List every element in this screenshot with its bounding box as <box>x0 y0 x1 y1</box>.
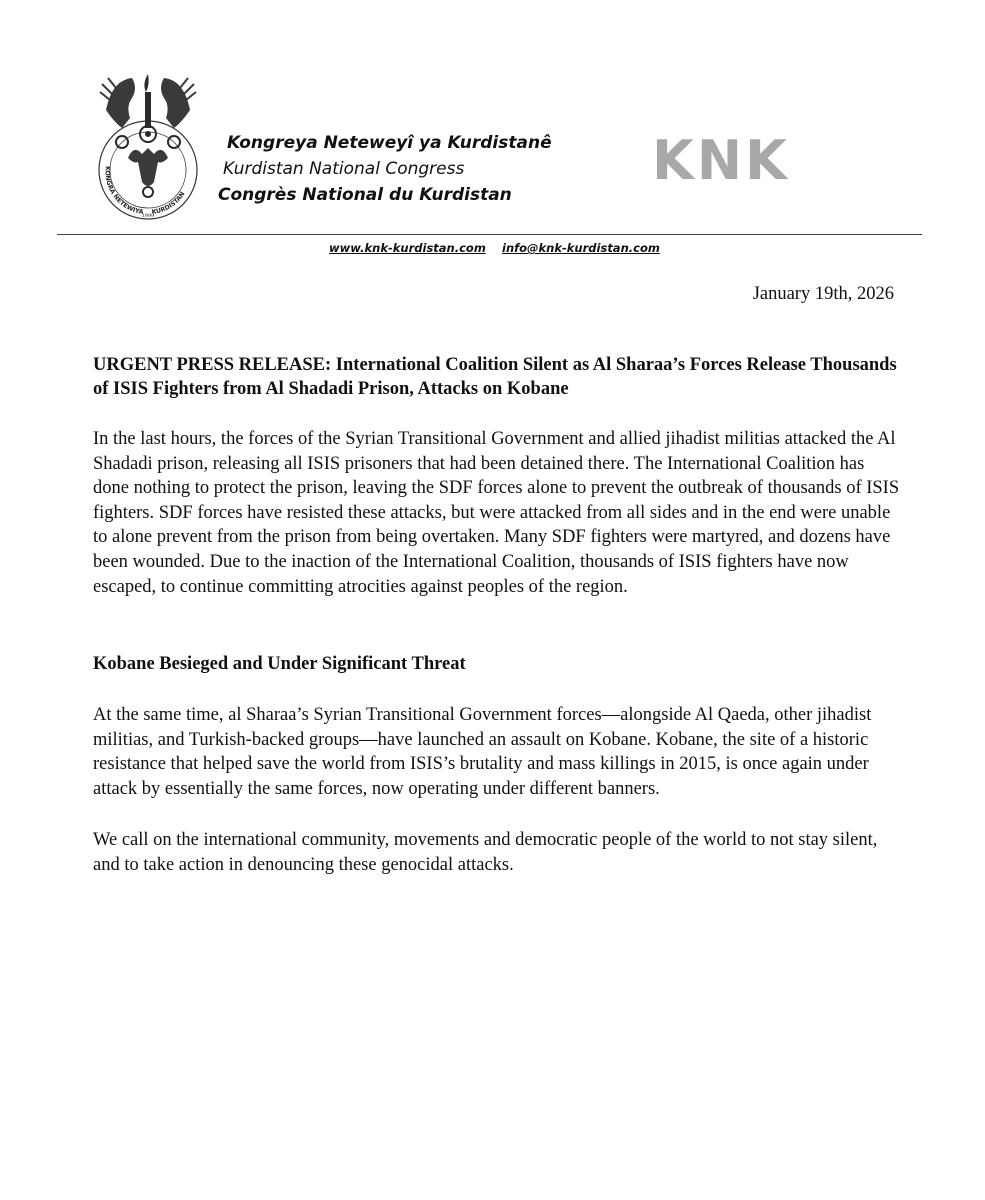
svg-text:KONGRA NETEWIYA <box>103 166 144 216</box>
press-release-title: URGENT PRESS RELEASE: International Coalition Silent as Al Sharaa’s Forces Release Thousands of ISIS Fighters from Al Shadadi Prison, Attacks on Kobane <box>93 355 897 399</box>
body-paragraph-2: At the same time, al Sharaa’s Syrian Transitional Government forces—alongside Al Qaeda, other jihadist militias, and Turkish-backed groups—have launched an assault on Kobane. Kobane, the site of a historic resistance that helped save the world from ISIS’s brutality and mass killings in 2015, is once again under attack by essentially the same forces, now operating under different banners. <box>93 705 872 799</box>
org-name-kurdish: Kongreya Neteweyî ya Kurdistanê <box>227 133 552 153</box>
body-paragraph-3: We call on the international community, movements and democratic people of the world to not stay silent, and to take action in denouncing these genocidal attacks. <box>93 830 878 875</box>
website-link[interactable]: www.knk-kurdistan.com <box>329 241 486 255</box>
section-subheading: Kobane Besieged and Under Significant Threat <box>93 654 466 674</box>
emblem-text-left: KONGRA NETEWIYA <box>103 165 144 216</box>
svg-text:KURDISTAN <box>151 191 186 216</box>
body-paragraph-1: In the last hours, the forces of the Syrian Transitional Government and allied jihadist militias attacked the Al Shadadi prison, releasing all ISIS prisoners that had been detained there. The International Coalition has done nothing to protect the prison, leaving the SDF forces alone to prevent the outbreak of thousands of ISIS fighters. SDF forces have resisted these attacks, but were attacked from all sides and in the end were unable to alone prevent from the prison from being overtaken. Many SDF fighters were martyred, and dozens have been wounded. Due to the inaction of the International Coalition, thousands of ISIS fighters have now escaped, to continue committing atrocities against peoples of the region. <box>93 429 900 597</box>
organization-names <box>215 130 552 208</box>
org-acronym: KNK <box>652 129 790 192</box>
knk-emblem-logo <box>92 70 204 230</box>
org-name-french: Congrès National du Kurdistan <box>218 185 512 205</box>
release-date: January 19th, 2026 <box>752 284 894 304</box>
emblem-text-right: KURDISTAN <box>151 190 187 217</box>
email-link[interactable]: info@knk-kurdistan.com <box>502 241 660 255</box>
header-divider <box>57 234 922 235</box>
org-name-english: Kurdistan National Congress <box>223 159 465 179</box>
emblem-year: 1999 <box>141 213 155 219</box>
